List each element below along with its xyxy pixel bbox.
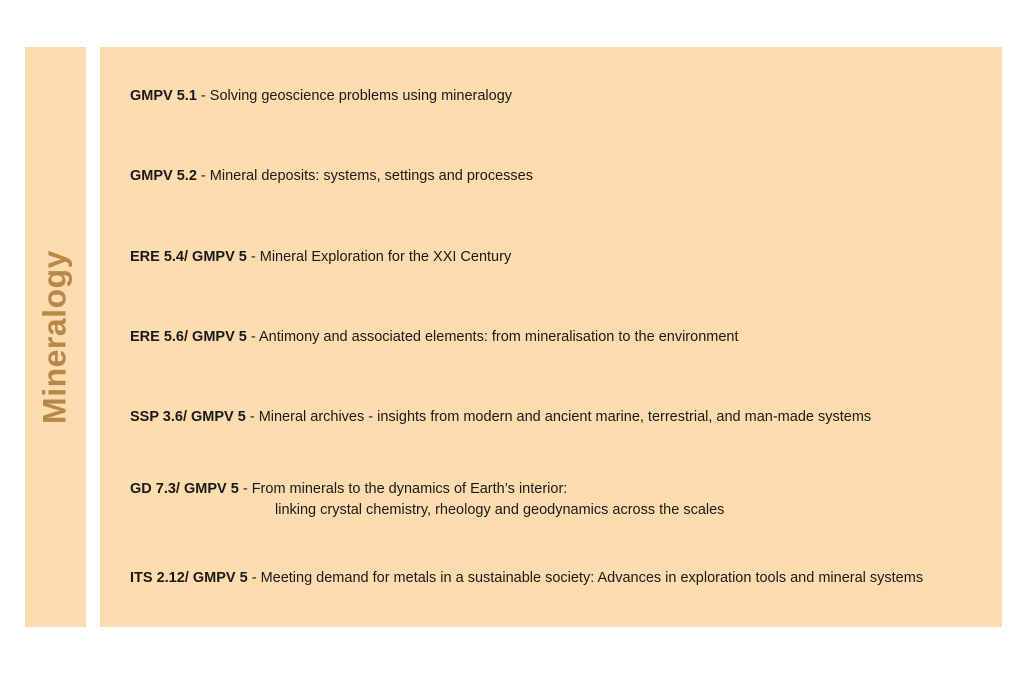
- session-separator: -: [238, 481, 252, 497]
- session-item: [130, 479, 724, 521]
- session-separator: -: [245, 409, 259, 425]
- sidebar-title: Mineralogy: [36, 250, 73, 424]
- session-item: [130, 568, 923, 589]
- session-title-continuation: linking crystal chemistry, rheology and geodynamics across the scales: [275, 502, 725, 518]
- session-separator: -: [196, 168, 210, 184]
- session-item: [130, 247, 511, 268]
- session-code: GD 7.3/ GMPV 5: [130, 481, 239, 497]
- session-separator: -: [246, 329, 259, 345]
- session-item: [130, 86, 512, 107]
- session-title: From minerals to the dynamics of Earth’s interior:: [251, 481, 568, 497]
- session-item: [130, 327, 739, 348]
- session-code: ITS 2.12/ GMPV 5: [130, 570, 248, 586]
- session-item: [130, 166, 533, 187]
- session-code: ERE 5.6/ GMPV 5: [130, 329, 247, 345]
- session-item: [130, 407, 871, 428]
- session-code: SSP 3.6/ GMPV 5: [130, 409, 246, 425]
- session-title: Mineral archives - insights from modern and ancient marine, terrestrial, and man-made systems: [258, 409, 872, 425]
- session-code: GMPV 5.1: [130, 88, 197, 104]
- session-title: Solving geoscience problems using mineralogy: [209, 88, 513, 104]
- session-code: GMPV 5.2: [130, 168, 197, 184]
- session-title: Mineral deposits: systems, settings and processes: [209, 168, 533, 184]
- session-title: Meeting demand for metals in a sustainable society: Advances in exploration tools and mineral systems: [260, 570, 924, 586]
- session-title: Antimony and associated elements: from mineralisation to the environment: [258, 329, 739, 345]
- session-title: Mineral Exploration for the XXI Century: [259, 249, 512, 265]
- session-separator: -: [247, 570, 261, 586]
- session-separator: -: [246, 249, 260, 265]
- session-code: ERE 5.4/ GMPV 5: [130, 249, 247, 265]
- sessions-panel: [100, 47, 1002, 627]
- session-separator: -: [196, 88, 210, 104]
